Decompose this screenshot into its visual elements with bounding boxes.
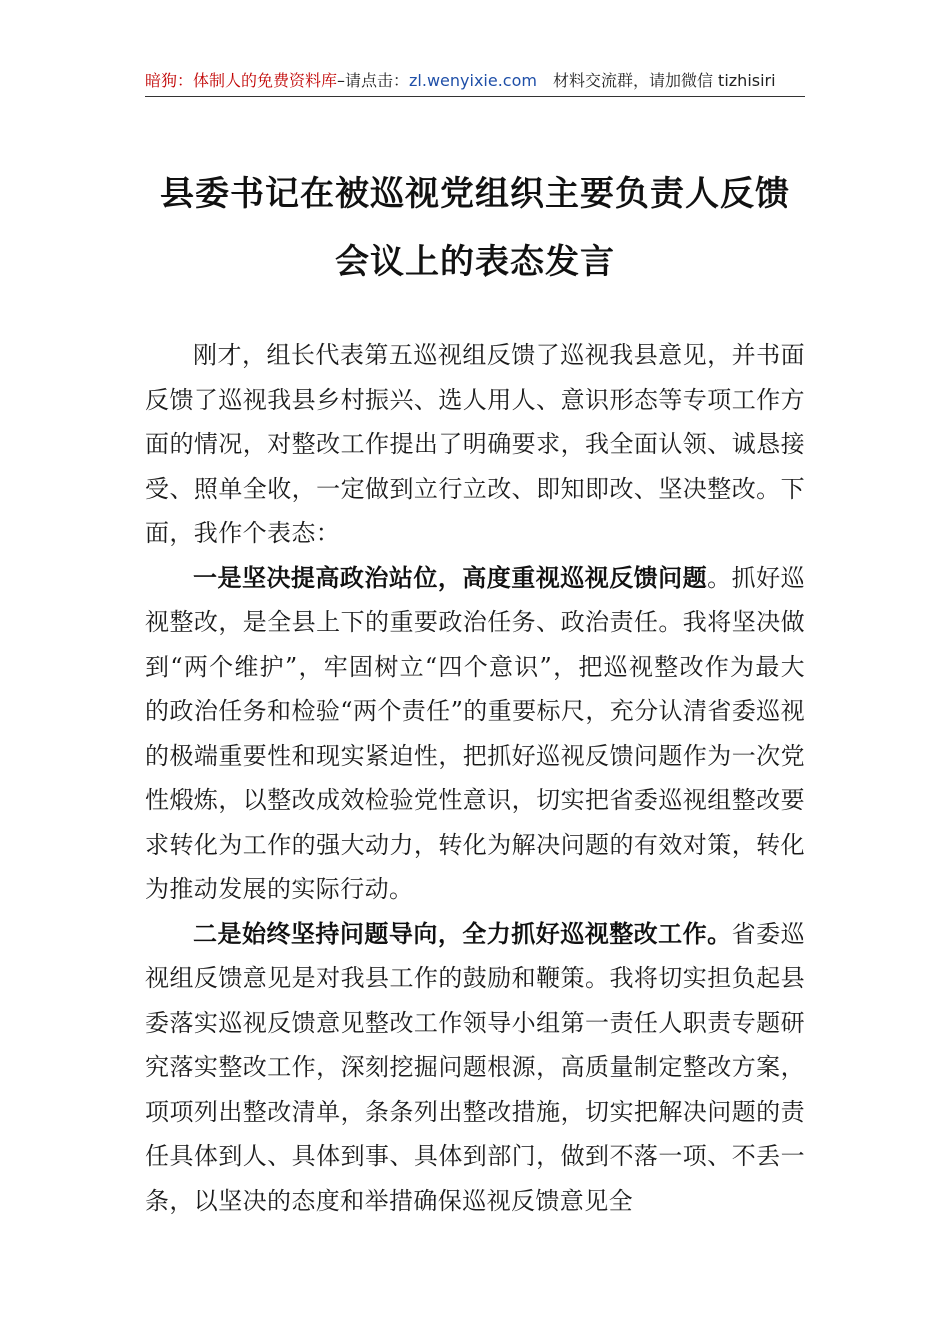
document-body <box>145 333 805 1223</box>
header-url-link[interactable]: zl.wenyixie.com <box>409 71 537 90</box>
paragraph-point-2 <box>145 912 805 1224</box>
paragraph-point-1 <box>145 556 805 912</box>
point-1-heading: 一是坚决提高政治站位，高度重视巡视反馈问题 <box>193 562 708 592</box>
page-header <box>145 68 805 97</box>
header-site-name: 暗狗：体制人的免费资料库 <box>145 71 338 90</box>
header-click-prompt: –请点击： <box>337 71 410 90</box>
title-line-2: 会议上的表态发言 <box>335 242 615 282</box>
title-line-1: 县委书记在被巡视党组织主要负责人反馈 <box>160 174 790 214</box>
point-2-heading: 二是始终坚持问题导向，全力抓好巡视整改工作。 <box>193 918 732 948</box>
point-2-text: 省委巡视组反馈意见是对我县工作的鼓励和鞭策。我将切实担负起县委落实巡视反馈意见整改工作领导小组第一责任人职责专题研究落实整改工作，深刻挖掘问题根源，高质量制定整改方案，项项列出整改清单，条条列出整改措施，切实把解决问题的责任具体到人、具体到事、具体到部门，做到不落一项、不丢一条，以坚决的态度和举措确保巡视反馈意见全 <box>145 919 805 1215</box>
point-1-text: 。抓好巡视整改，是全县上下的重要政治任务、政治责任。我将坚决做到“两个维护”，牢固树立“四个意识”，把巡视整改作为最大的政治任务和检验“两个责任”的重要标尺，充分认清省委巡视的极端重要性和现实紧迫性，把抓好巡视反馈问题作为一次党性煅炼，以整改成效检验党性意识，切实把省委巡视组整改要求转化为工作的强大动力，转化为解决问题的有效对策，转化为推动发展的实际行动。 <box>145 563 805 903</box>
document-title <box>145 160 805 296</box>
header-group-text: 材料交流群，请加微信 tizhisiri <box>552 71 776 90</box>
paragraph-intro: 刚才，组长代表第五巡视组反馈了巡视我县意见，并书面反馈了巡视我县乡村振兴、选人用人、意识形态等专项工作方面的情况，对整改工作提出了明确要求，我全面认领、诚恳接受、照单全收，一定做到立行立改、即知即改、坚决整改。下面，我作个表态： <box>145 341 805 547</box>
